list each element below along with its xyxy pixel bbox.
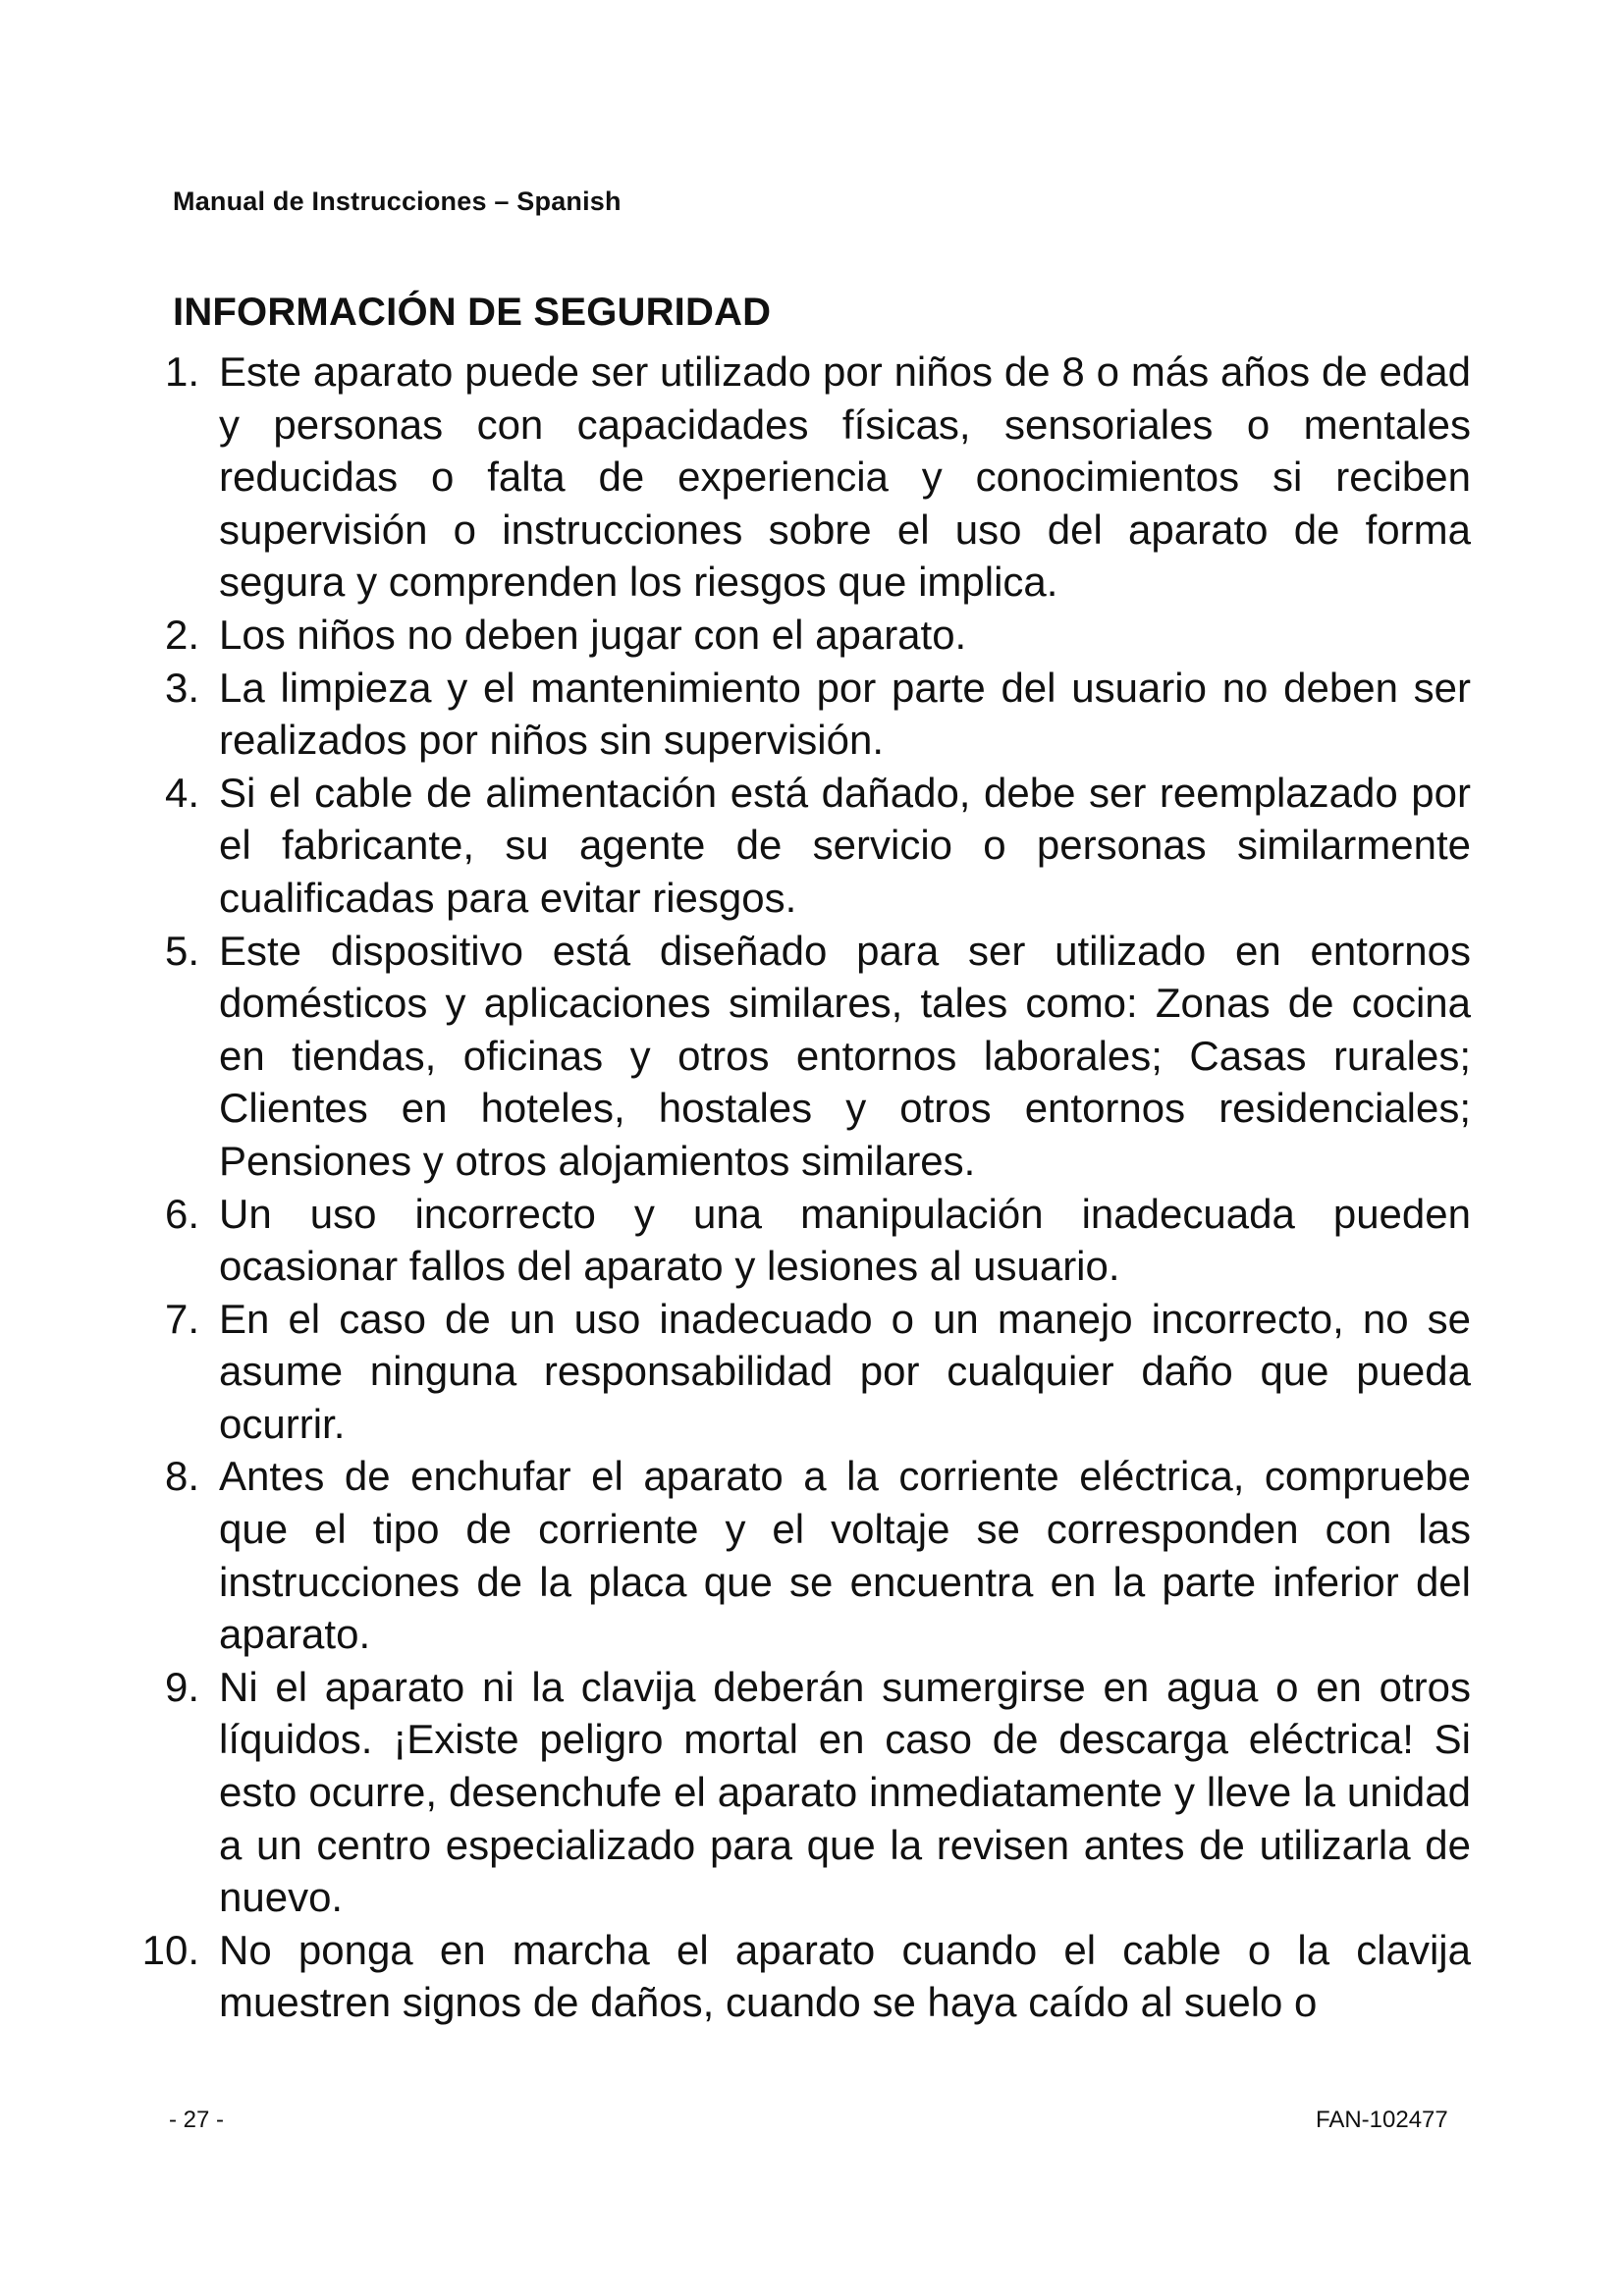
safety-list: [118, 346, 1473, 2029]
list-item: [118, 1661, 1473, 1924]
list-item: [118, 925, 1473, 1188]
item-text: Ni el aparato ni la clavija deberán sumergirse en agua o en otros líquidos. ¡Existe peligro mortal en caso de descarga eléctrica! Si esto ocurre, desenchufe el aparato inmediatamente y lleve la unidad a un centro especializado para que la revisen antes de utilizarla de nuevo.: [219, 1663, 1471, 1921]
item-number: 2.: [164, 611, 199, 658]
item-text: Este dispositivo está diseñado para ser utilizado en entornos domésticos y aplicaciones similares, tales como: Zonas de cocina en tiendas, oficinas y otros entornos laborales; Casas rurales; Clientes en hoteles, hostales y otros entornos residenciales; Pensiones y otros alojamientos similares.: [219, 927, 1471, 1184]
item-number: 6.: [164, 1190, 199, 1237]
list-item: [118, 1188, 1473, 1293]
item-text: Si el cable de alimentación está dañado, debe ser reemplazado por el fabricante, su agente de servicio o personas similarmente cualificadas para evitar riesgos.: [219, 769, 1471, 921]
item-text: No ponga en marcha el aparato cuando el cable o la clavija muestren signos de daños, cuando se haya caído al suelo o: [219, 1926, 1471, 2026]
item-text: Antes de enchufar el aparato a la corriente eléctrica, compruebe que el tipo de corriente y el voltaje se corresponden con las instrucciones de la placa que se encuentra en la parte inferior del aparato.: [219, 1453, 1471, 1658]
list-item: [118, 767, 1473, 925]
list-item: [118, 346, 1473, 609]
model-code: FAN-102477: [1316, 2107, 1448, 2133]
item-text: La limpieza y el mantenimiento por parte del usuario no deben ser realizados por niños sin supervisión.: [219, 664, 1471, 764]
item-text: En el caso de un uso inadecuado o un manejo incorrecto, no se asume ninguna responsabilidad por cualquier daño que pueda ocurrir.: [219, 1295, 1471, 1447]
page-number: - 27 -: [169, 2107, 225, 2133]
item-number: 4.: [164, 769, 199, 816]
list-item: [118, 1924, 1473, 2029]
item-text: Los niños no deben jugar con el aparato.: [219, 611, 967, 658]
item-number: 10.: [141, 1926, 199, 1973]
list-item: [118, 1293, 1473, 1451]
list-item: [118, 1450, 1473, 1660]
item-number: 1.: [164, 348, 199, 395]
item-number: 7.: [164, 1295, 199, 1342]
item-number: 8.: [164, 1453, 199, 1500]
item-number: 9.: [164, 1663, 199, 1710]
section-title: INFORMACIÓN DE SEGURIDAD: [173, 291, 772, 334]
item-text: Un uso incorrecto y una manipulación inadecuada pueden ocasionar fallos del aparato y lesiones al usuario.: [219, 1190, 1471, 1290]
item-number: 3.: [164, 664, 199, 711]
manual-header: Manual de Instrucciones – Spanish: [173, 187, 622, 216]
item-text: Este aparato puede ser utilizado por niños de 8 o más años de edad y personas con capacidades físicas, sensoriales o mentales reducidas o falta de experiencia y conocimientos si reciben supervisión o instrucciones sobre el uso del aparato de forma segura y comprenden los riesgos que implica.: [219, 348, 1471, 606]
list-item: [118, 662, 1473, 767]
item-number: 5.: [164, 927, 199, 974]
list-item: [118, 609, 1473, 662]
